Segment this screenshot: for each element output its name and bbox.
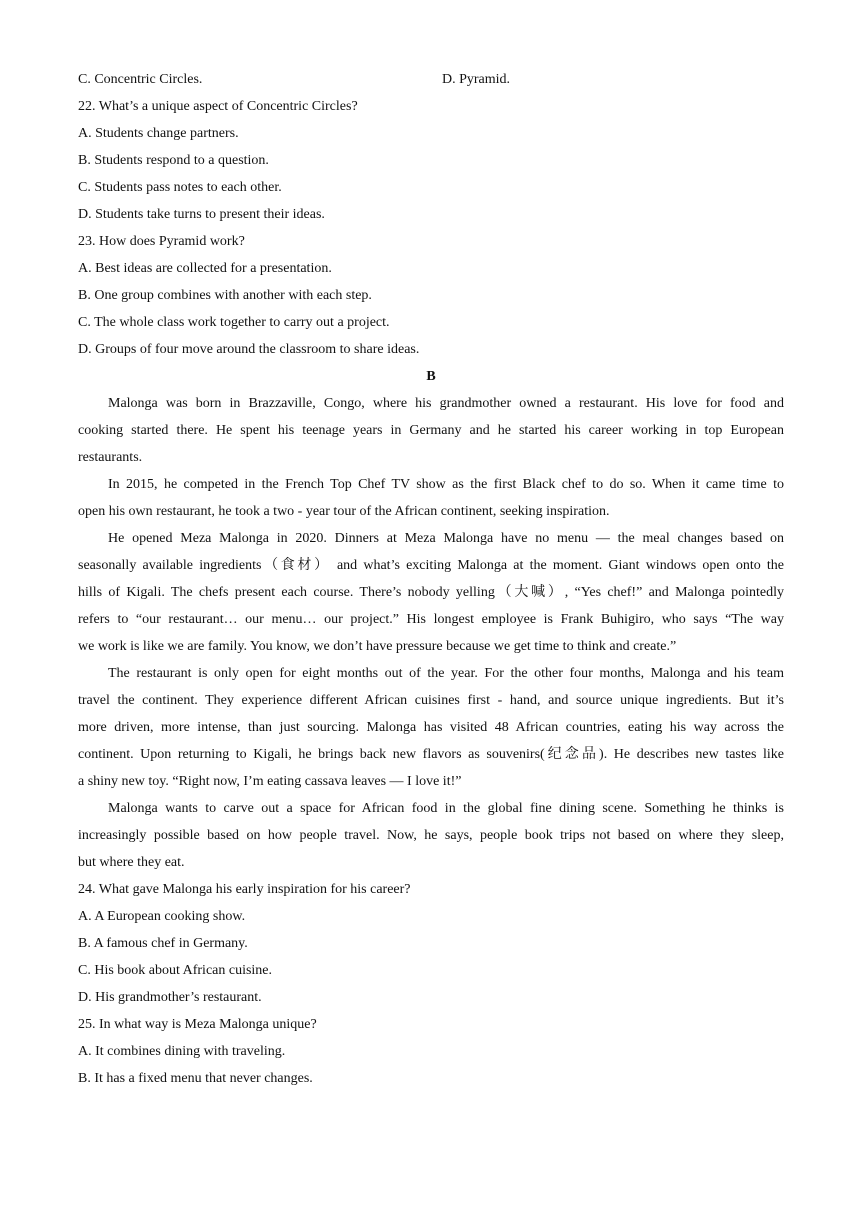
passage-line: increasingly possible based on how people travel. Now, he says, people book trips not based on where they sleep, xyxy=(78,828,784,843)
passage-paragraph-2 xyxy=(78,474,784,528)
passage-line: Malonga was born in Brazzaville, Congo, where his grandmother owned a restaurant. His love for food and xyxy=(108,396,784,411)
passage-line: cooking started there. He spent his teenage years in Germany and he started his career working in top European xyxy=(78,423,784,438)
question-23: 23. How does Pyramid work? xyxy=(78,234,245,249)
passage-line: hills of Kigali. The chefs present each course. There’s nobody yelling（大喊）, “Yes chef!” and Malonga pointedly xyxy=(78,585,784,600)
section-heading-b: B xyxy=(426,369,436,384)
q25-option-b: B. It has a fixed menu that never changes. xyxy=(78,1071,313,1086)
q23-option-c: C. The whole class work together to carry out a project. xyxy=(78,315,390,330)
passage-line: seasonally available ingredients（食材） and what’s exciting Malonga at the moment. Giant windows open onto the xyxy=(78,558,784,573)
options-row-q21 xyxy=(78,69,784,96)
q24-option-c: C. His book about African cuisine. xyxy=(78,963,273,978)
passage-line: The restaurant is only open for eight months out of the year. For the other four months, Malonga and his team xyxy=(108,666,784,681)
q24-option-a: A. A European cooking show. xyxy=(78,909,246,924)
passage-paragraph-4 xyxy=(78,663,784,798)
passage-paragraph-3 xyxy=(78,528,784,663)
passage-line: Malonga wants to carve out a space for African food in the global fine dining scene. Something he thinks is xyxy=(108,801,784,816)
passage-line: He opened Meza Malonga in 2020. Dinners at Meza Malonga have no menu — the meal changes based on xyxy=(108,531,784,546)
passage-paragraph-5 xyxy=(78,798,784,879)
q23-option-b: B. One group combines with another with each step. xyxy=(78,288,372,303)
q22-option-a: A. Students change partners. xyxy=(78,126,239,141)
passage-line: travel the continent. They experience different African cuisines first - hand, and source unique ingredients. But it’s xyxy=(78,693,784,708)
exam-page xyxy=(78,69,784,1095)
question-25: 25. In what way is Meza Malonga unique? xyxy=(78,1017,317,1032)
passage-line: but where they eat. xyxy=(78,855,185,870)
q23-option-a: A. Best ideas are collected for a presentation. xyxy=(78,261,332,276)
q22-option-c: C. Students pass notes to each other. xyxy=(78,180,282,195)
option-c: C. Concentric Circles. xyxy=(78,72,203,87)
passage-line: open his own restaurant, he took a two - year tour of the African continent, seeking inspiration. xyxy=(78,504,610,519)
option-d: D. Pyramid. xyxy=(442,72,511,87)
question-22: 22. What’s a unique aspect of Concentric Circles? xyxy=(78,99,358,114)
passage-paragraph-1 xyxy=(78,393,784,474)
q22-option-d: D. Students take turns to present their ideas. xyxy=(78,207,325,222)
q24-option-d: D. His grandmother’s restaurant. xyxy=(78,990,262,1005)
passage-line: a shiny new toy. “Right now, I’m eating cassava leaves — I love it!” xyxy=(78,774,462,789)
q25-option-a: A. It combines dining with traveling. xyxy=(78,1044,286,1059)
passage-line: restaurants. xyxy=(78,450,143,465)
passage-line: we work is like we are family. You know, we don’t have pressure because we get time to think and create.” xyxy=(78,639,677,654)
q24-option-b: B. A famous chef in Germany. xyxy=(78,936,248,951)
q22-option-b: B. Students respond to a question. xyxy=(78,153,269,168)
passage-line: continent. Upon returning to Kigali, he brings back new flavors as souvenirs(纪念品). He describes new tastes like xyxy=(78,747,784,762)
question-24: 24. What gave Malonga his early inspiration for his career? xyxy=(78,882,411,897)
q23-option-d: D. Groups of four move around the classroom to share ideas. xyxy=(78,342,420,357)
passage-line: In 2015, he competed in the French Top Chef TV show as the first Black chef to do so. When it came time to xyxy=(108,477,784,492)
passage-line: refers to “our restaurant… our menu… our project.” His longest employee is Frank Buhigiro, who says “The way xyxy=(78,612,784,627)
passage-line: more driven, more intense, than just sourcing. Malonga has visited 48 African countries, eating his way across the xyxy=(78,720,784,735)
